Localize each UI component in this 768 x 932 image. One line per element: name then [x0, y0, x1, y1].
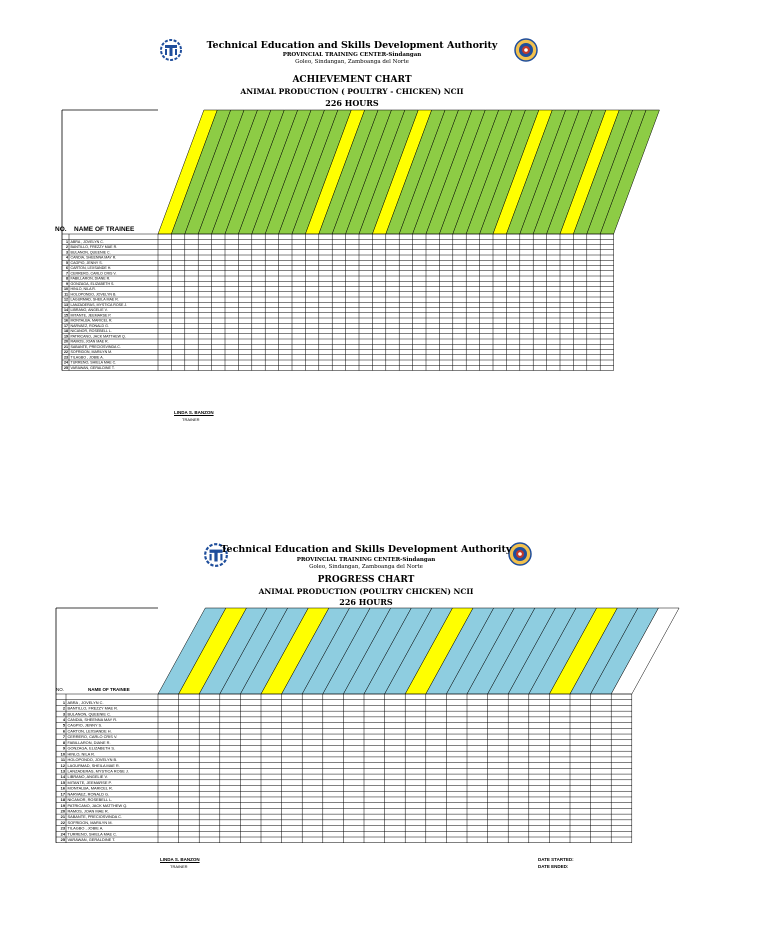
trainee-name: SOFRIDON, MARILYN M.	[67, 819, 113, 825]
trainee-name: CARTON, LEXSANDE H.	[67, 728, 112, 734]
trainee-name: LAGURMAD, SHEILA MAE R.	[67, 762, 120, 768]
progress-course-title: ANIMAL PRODUCTION (POULTRY CHICKEN) NCII	[258, 587, 474, 596]
date-ended-label: DATE ENDED:	[538, 864, 569, 869]
trainee-number: 1	[62, 699, 65, 705]
trainee-number: 22	[64, 350, 68, 355]
trainee-number: 21	[64, 344, 68, 349]
trainee-name: LIBRANO, ANGELIE V.	[70, 308, 108, 313]
trainee-number: 17	[60, 791, 65, 797]
trainee-name: VARAWAN, GERALDINE T.	[67, 837, 116, 843]
achievement-course-title: ANIMAL PRODUCTION ( POULTRY - CHICKEN) NCII	[240, 87, 464, 96]
trainee-number: 20	[64, 339, 68, 344]
progress-no-label: NO.	[56, 687, 65, 692]
trainee-name: TILAGBO , JOBIE A.	[67, 825, 104, 831]
agency-name: Technical Education and Skills Development Authority	[206, 40, 498, 51]
trainee-number: 17	[64, 323, 68, 328]
trainee-number: 5	[66, 260, 68, 265]
trainee-number: 3	[66, 250, 68, 255]
trainee-name: CERRERO, CARLO CRIS V.	[67, 734, 118, 740]
trainee-number: 4	[62, 717, 65, 722]
achievement-chart-title: ACHIEVEMENT CHART	[292, 75, 412, 85]
trainee-name: LANZADERAS, MYSTICA ROSE J.	[70, 302, 128, 307]
trainee-number: 5	[62, 722, 65, 728]
trainee-name: TILAGBO , JOBIE A.	[70, 355, 104, 360]
trainee-name: BULANON, QUEENIE C.	[67, 711, 111, 717]
progress-chart-title: PROGRESS CHART	[317, 575, 415, 585]
trainee-name: PATRICANO, JACK MATTHEW Q.	[70, 334, 126, 339]
trainee-number: 20	[60, 808, 65, 814]
trainee-name: ABRA , JOVELYN C.	[67, 699, 104, 705]
trainee-name: CAGPIO, JENNY S.	[67, 722, 103, 728]
trainee-number: 15	[60, 779, 65, 785]
trainee-number: 14	[60, 774, 65, 780]
agency-name: Technical Education and Skills Development Authority	[220, 544, 512, 555]
trainee-name: NARVAEZ, RONALD G.	[70, 323, 109, 328]
trainee-name: HINLO, NILA R.	[67, 751, 95, 757]
trainee-name: BANTILLO, FREZZY MAE R.	[67, 705, 119, 711]
trainee-name: GONZAGA, ELIZABETH S.	[70, 281, 115, 286]
trainee-name: NARVAEZ, RONALD G.	[67, 791, 110, 797]
trainee-number: 7	[62, 734, 65, 740]
trainee-number: 12	[60, 762, 65, 768]
trainee-name: CERRERO, CARLO CRIS V.	[70, 271, 117, 276]
trainee-number: 11	[60, 757, 65, 763]
trainee-number: 24	[60, 831, 65, 837]
trainee-number: 23	[60, 825, 65, 831]
trainee-name: FABILLARON, DIANE R.	[67, 739, 111, 745]
trainee-number: 6	[62, 728, 65, 734]
progress-trainer-role: TRAINER	[170, 864, 188, 869]
trainee-name: MITANTE, JEEMARSE P.	[70, 313, 112, 318]
trainee-number: 13	[64, 302, 68, 307]
achievement-hours: 226 HOURS	[325, 98, 379, 108]
trainee-number: 6	[66, 266, 68, 271]
trainee-name: NICANOR, ROSEBELL L.	[70, 329, 112, 334]
trainee-number: 15	[64, 313, 68, 318]
trainee-number: 8	[62, 739, 65, 745]
achievement-trainer-role: TRAINER	[182, 417, 200, 422]
achievement-name-header: NAME OF TRAINEE	[74, 226, 135, 233]
trainee-name: LAGURMAD, SHEILA MAE R.	[70, 297, 119, 302]
trainee-number: 21	[60, 814, 65, 820]
trainee-number: 19	[64, 334, 68, 339]
trainee-name: HOLOPONDO, JOVELYN B.	[70, 292, 117, 297]
trainee-name: MITANTE, JEEMARSE P.	[67, 779, 112, 785]
trainee-name: NICANOR, ROSEBELL L.	[67, 797, 113, 803]
address: Goleo, Sindangan, Zamboanga del Norte	[295, 59, 409, 65]
trainee-name: FABILLARON, DIANE R.	[70, 276, 111, 281]
trainee-name: RAMOS, JOAN MAE R.	[67, 808, 109, 814]
trainee-number: 16	[64, 318, 68, 323]
trainee-name: ABRA , JOVELYN C.	[70, 239, 104, 244]
trainee-number: 13	[60, 768, 65, 774]
trainee-number: 9	[62, 745, 65, 751]
trainee-number: 12	[64, 297, 68, 302]
trainee-name: SABANTE, PRECIOSVINDA C.	[67, 814, 122, 820]
trainee-name: LIBRANO, ANGELIE V.	[67, 774, 108, 780]
trainee-name: CAGPIO, JENNY S.	[70, 260, 103, 265]
trainee-number: 18	[60, 797, 65, 803]
trainee-number: 4	[66, 255, 68, 260]
progress-trainer-name: LINDA S. BANZON	[160, 857, 200, 862]
progress-name-header: NAME OF TRAINEE	[88, 687, 130, 692]
trainee-number: 24	[64, 360, 68, 365]
trainee-number: 19	[60, 802, 65, 808]
trainee-name: SABANTE, PRECIOSVINDA C.	[70, 344, 121, 349]
progress-hours: 226 HOURS	[339, 597, 393, 607]
trainee-number: 16	[60, 785, 65, 791]
trainee-name: LANZADERAS, MYSTICA ROSE J.	[67, 768, 129, 774]
trainee-number: 14	[64, 308, 68, 313]
date-started-label: DATE STARTED:	[538, 857, 574, 862]
trainee-name: PATRICANO, JACK MATTHEW Q.	[67, 802, 128, 808]
trainee-number: 18	[64, 329, 68, 334]
trainee-name: BANTILLO, FREZZY MAE R.	[70, 245, 118, 250]
trainee-name: SOFRIDON, MARILYN M.	[70, 350, 113, 355]
trainee-number: 25	[64, 365, 68, 370]
trainee-name: TURRENO, SHIELA MAE C.	[70, 360, 117, 365]
trainee-name: MONTALBA, MARICEL R.	[67, 785, 113, 791]
trainee-name: BULANON, QUEENIE C.	[70, 250, 111, 255]
trainee-number: 9	[66, 281, 68, 286]
trainee-number: 8	[66, 276, 68, 281]
trainee-number: 11	[64, 292, 68, 297]
trainee-number: 3	[62, 711, 65, 717]
trainee-number: 25	[60, 837, 65, 843]
training-center-name: PROVINCIAL TRAINING CENTER-Sindangan	[282, 52, 422, 58]
trainee-number: 10	[60, 751, 65, 757]
trainee-number: 2	[62, 705, 65, 711]
trainee-name: HINLO, NILA R.	[70, 287, 96, 292]
trainee-name: TURRENO, SHIELA MAE C.	[67, 831, 118, 837]
trainee-name: CANDIA, SHEENNA MAY R.	[70, 255, 117, 260]
trainee-number: 23	[64, 355, 68, 360]
date-fields	[538, 856, 574, 870]
trainee-number: 1	[66, 239, 68, 244]
trainee-name: HOLOPONDO, JOVELYN B.	[67, 757, 118, 763]
trainee-name: RAMOS, JOAN MAE R.	[70, 339, 109, 344]
trainee-number: 10	[64, 287, 68, 292]
address: Goleo, Sindangan, Zamboanga del Norte	[309, 564, 423, 570]
training-center-name: PROVINCIAL TRAINING CENTER-Sindangan	[296, 557, 436, 563]
achievement-trainer-name: LINDA S. BANZON	[174, 410, 214, 415]
trainee-name: CANDIA, SHEENNA MAY R.	[67, 717, 118, 722]
trainee-number: 2	[66, 245, 68, 250]
trainee-number: 22	[60, 819, 65, 825]
trainee-number: 7	[66, 271, 68, 276]
achievement-no-label: NO.	[55, 226, 67, 233]
trainee-name: MONTALBA, MARICEL R.	[70, 318, 113, 323]
trainee-name: VARAWAN, GERALDINE T.	[70, 365, 115, 370]
trainee-name: CARTON, LEXSANDE H.	[70, 266, 112, 271]
trainee-name: GONZAGA, ELIZABETH S.	[67, 745, 116, 751]
